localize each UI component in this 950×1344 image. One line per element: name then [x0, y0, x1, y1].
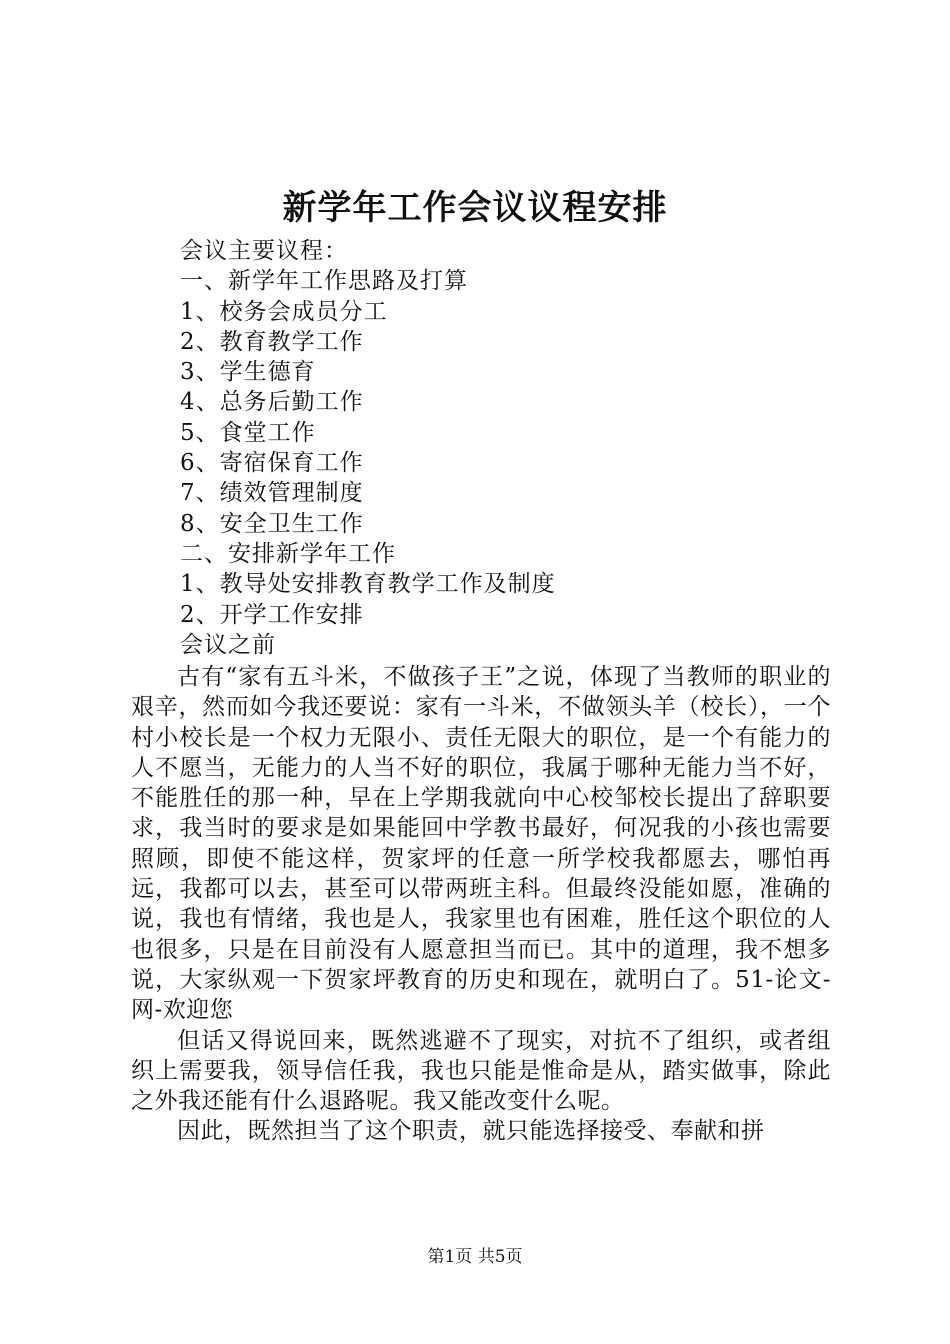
page-number-footer: 第1页 共5页: [427, 1247, 523, 1267]
body-paragraph: 但话又得说回来，既然逃避不了现实，对抗不了组织，或者组织上需要我，领导信任我，我也只能是惟命是从，踏实做事，除此之外我还能有什么退路呢。我又能改变什么呢。: [131, 1027, 831, 1115]
agenda-outline: [180, 236, 840, 660]
agenda-item: 2、开学工作安排: [180, 601, 364, 628]
document-title: 新学年工作会议议程安排: [282, 188, 668, 228]
agenda-heading: 会议主要议程：: [180, 238, 348, 264]
body-paragraph: 因此，既然担当了这个职责，就只能选择接受、奉献和拼: [177, 1118, 765, 1145]
body-text: [131, 662, 831, 1147]
agenda-item: 2、教育教学工作: [180, 328, 364, 355]
agenda-item: 8、安全卫生工作: [180, 510, 364, 537]
agenda-item: 1、校务会成员分工: [180, 298, 388, 325]
agenda-item: 3、学生德育: [180, 359, 316, 386]
agenda-item: 5、食堂工作: [180, 419, 316, 446]
agenda-item: 7、绩效管理制度: [180, 480, 364, 507]
section-heading: 会议之前: [180, 631, 276, 658]
agenda-section-1: 一、新学年工作思路及打算: [180, 268, 468, 295]
agenda-item: 6、寄宿保育工作: [180, 450, 364, 477]
agenda-item: 1、教导处安排教育教学工作及制度: [180, 571, 556, 598]
body-paragraph: 古有“家有五斗米，不做孩子王”之说，体现了当教师的职业的艰辛，然而如今我还要说：家有一斗米，不做领头羊（校长），一个村小校长是一个权力无限小、责任无限大的职位，是一个有能力的人不愿当，无能力的人当不好的职位，我属于哪种无能力当不好，不能胜任的那一种，早在上学期我就向中心校邹校长提出了辞职要求，我当时的要求是如果能回中学教书最好，何况我的小孩也需要照顾，即使不能这样，贺家坪的任意一所学校我都愿去，哪怕再远，我都可以去，甚至可以带两班主科。但最终没能如愿，准确的说，我也有情绪，我也是人，我家里也有困难，胜任这个职位的人也很多，只是在目前没有人愿意担当而已。其中的道理，我不想多说，大家纵观一下贺家坪教育的历史和现在，就明白了。51-论文-网-欢迎您: [131, 664, 831, 1024]
agenda-item: 4、总务后勤工作: [180, 389, 364, 416]
agenda-section-2: 二、安排新学年工作: [180, 540, 396, 567]
